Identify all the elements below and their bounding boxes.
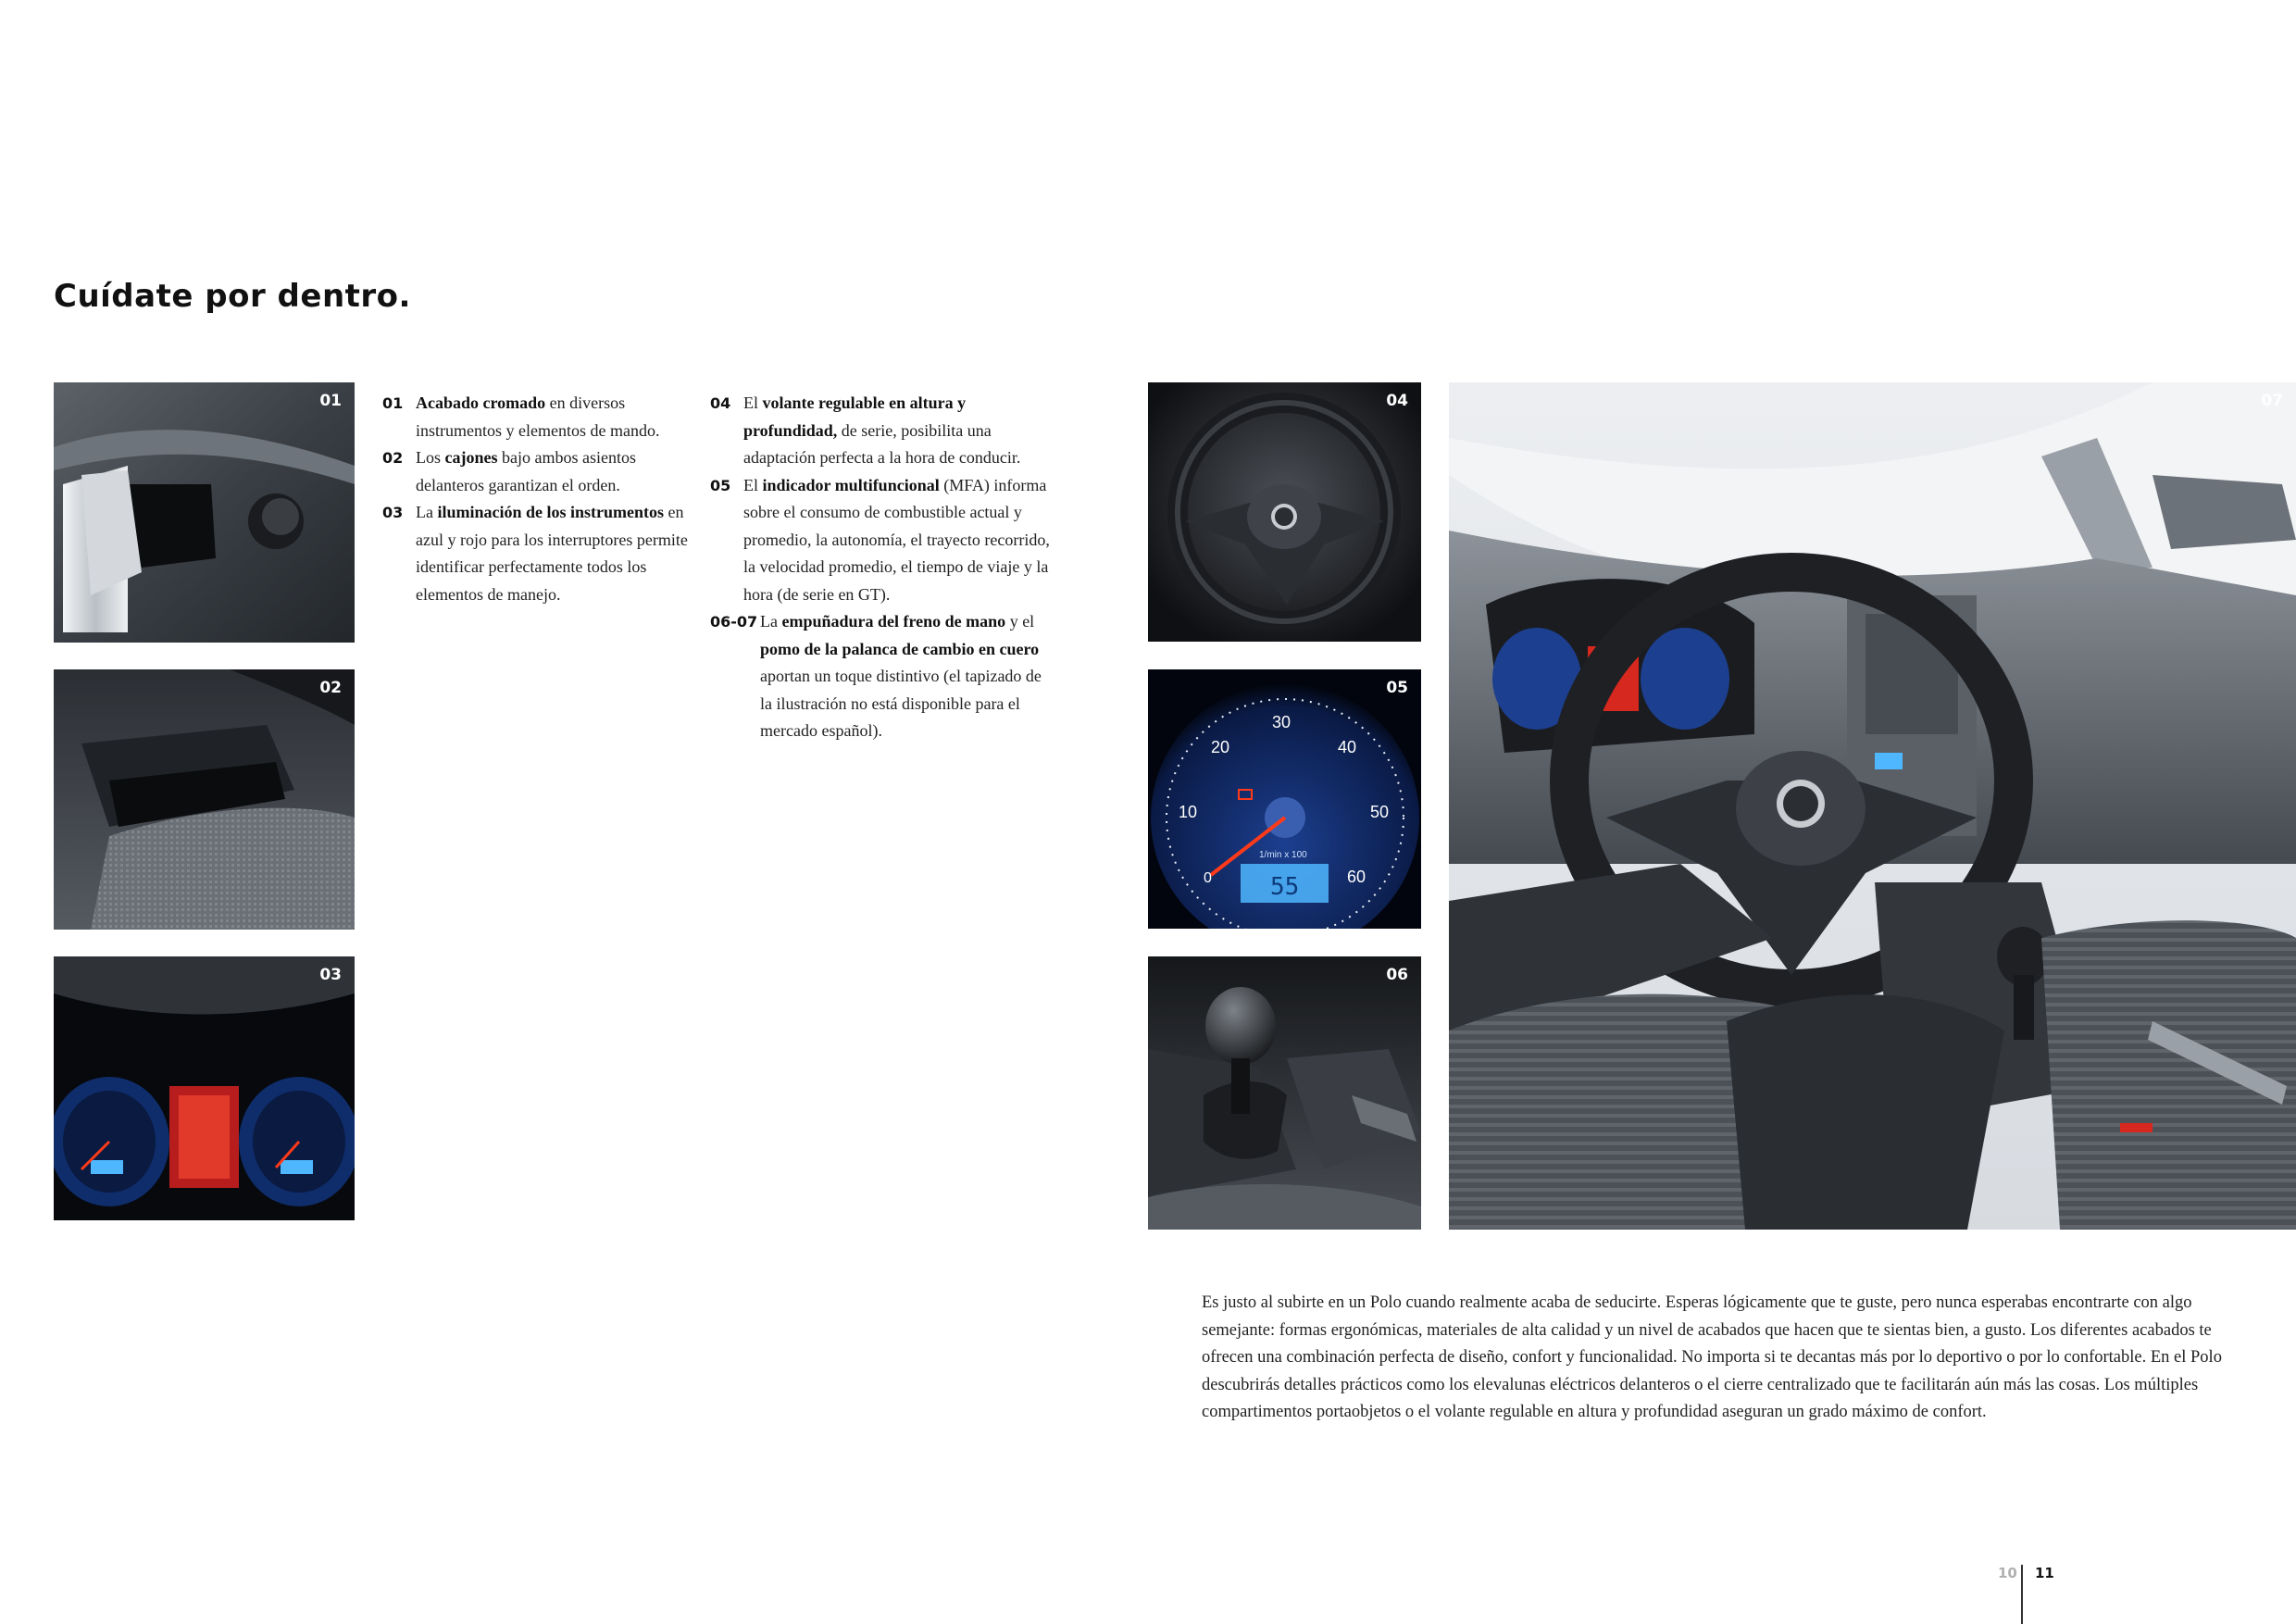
gauge-tick-0: 0 <box>1204 870 1212 886</box>
caption-prefix: La <box>760 612 782 631</box>
photo-03 <box>54 956 355 1220</box>
photo-number: 04 <box>1386 392 1408 410</box>
caption-mid: y el <box>1005 612 1035 631</box>
caption-prefix: El <box>743 475 763 494</box>
caption-text: bajo ambos asientos delanteros garantizan el orden. <box>416 448 636 494</box>
caption-06-07 <box>710 608 1053 745</box>
page-title: Cuídate por dentro. <box>54 278 411 315</box>
caption-04 <box>710 390 1053 472</box>
gauge-display-value: 55 <box>1270 873 1300 901</box>
speedometer-photo-icon <box>1148 669 1421 929</box>
body-paragraph: Es justo al subirte en un Polo cuando realmente acaba de seducirte. Esperas lógicamente que te guste, pero nunca esperabas encontrarte con algo semejante: formas ergonómicas, materiales de alta calidad y un nivel de acabados que hacen que te sientas bien, a gusto. Los diferentes acabados te ofrecen una combinación perfecta de diseño, confort y funcionalidad. No importa si te decantas más por lo deportivo o por lo confortable. En el Polo descubrirás detalles prácticos como los elevalunas eléctricos delanteros o el cierre centralizado que te facilitarán aún más las cosas. Los múltiples compartimentos portaobjetos o el volante regulable en altura y profundidad aseguran un grado máximo de confort. <box>1202 1293 2222 1421</box>
caption-prefix: La <box>416 503 438 521</box>
caption-number: 06-07 <box>710 613 758 631</box>
caption-highlight-2: pomo de la palanca de cambio en cuero <box>760 639 1040 658</box>
caption-highlight: iluminación de los instrumentos <box>437 503 665 521</box>
instrument-cluster-photo-icon <box>54 956 355 1220</box>
caption-highlight: indicador multifuncional <box>762 475 940 494</box>
steering-wheel-photo-icon <box>1148 382 1421 642</box>
caption-number: 02 <box>382 449 404 467</box>
caption-number: 05 <box>710 476 731 494</box>
gauge-tick-60: 60 <box>1347 868 1366 886</box>
storage-drawer-photo-icon <box>54 669 355 930</box>
caption-highlight: cajones <box>444 448 498 467</box>
caption-02 <box>382 444 697 499</box>
caption-number: 04 <box>710 394 731 412</box>
caption-prefix: Los <box>416 448 445 467</box>
page-number-left: 10 <box>1998 1565 2017 1581</box>
page-number-right: 11 <box>2035 1565 2054 1581</box>
caption-number: 03 <box>382 504 404 521</box>
caption-text: aportan un toque distintivo (el tapizado de la ilustración no está disponible para el mercado español). <box>760 667 1042 740</box>
photo-number: 07 <box>2261 392 2283 410</box>
gauge-tick-10: 10 <box>1179 803 1198 821</box>
caption-highlight: Acabado cromado <box>416 394 546 412</box>
caption-highlight: empuñadura del freno de mano <box>781 612 1006 631</box>
caption-03 <box>382 499 697 608</box>
photo-number: 05 <box>1386 679 1408 697</box>
caption-text: (MFA) informa sobre el consumo de combustible actual y promedio, la autonomía, el trayecto recorrido, la velocidad promedio, el tiempo de viaje y la hora (de serie en GT). <box>743 475 1050 604</box>
gear-knob-photo-icon <box>1148 956 1421 1230</box>
door-handle-photo-icon <box>54 382 355 643</box>
caption-number: 01 <box>382 394 404 412</box>
photo-07 <box>1449 382 2296 1230</box>
caption-05 <box>710 472 1053 609</box>
gauge-tick-30: 30 <box>1272 713 1292 731</box>
caption-01 <box>382 390 697 444</box>
photo-number: 06 <box>1386 966 1408 984</box>
caption-highlight: volante regulable en altura y profundidad, <box>743 394 967 440</box>
gauge-tick-20: 20 <box>1211 738 1230 756</box>
gauge-unit-label: 1/min x 100 <box>1259 850 1307 860</box>
photo-02 <box>54 669 355 930</box>
gauge-tick-50: 50 <box>1370 803 1390 821</box>
interior-dashboard-photo-icon <box>1449 382 2296 1230</box>
caption-text: en diversos instrumentos y elementos de mando. <box>416 394 660 440</box>
photo-number: 01 <box>319 392 342 410</box>
folio-divider <box>2021 1565 2023 1624</box>
photo-01 <box>54 382 355 643</box>
caption-text: en azul y rojo para los interruptores permite identificar perfectamente todos los elementos de manejo. <box>416 503 688 604</box>
caption-text: de serie, posibilita una adaptación perfecta a la hora de conducir. <box>743 420 1021 467</box>
photo-number: 03 <box>319 966 342 984</box>
photo-04 <box>1148 382 1421 642</box>
photo-06 <box>1148 956 1421 1230</box>
caption-prefix: El <box>743 394 763 412</box>
photo-number: 02 <box>319 679 342 697</box>
photo-05 <box>1148 669 1421 929</box>
captions-right <box>710 390 1053 745</box>
gauge-tick-40: 40 <box>1338 738 1357 756</box>
captions-left <box>382 390 697 608</box>
